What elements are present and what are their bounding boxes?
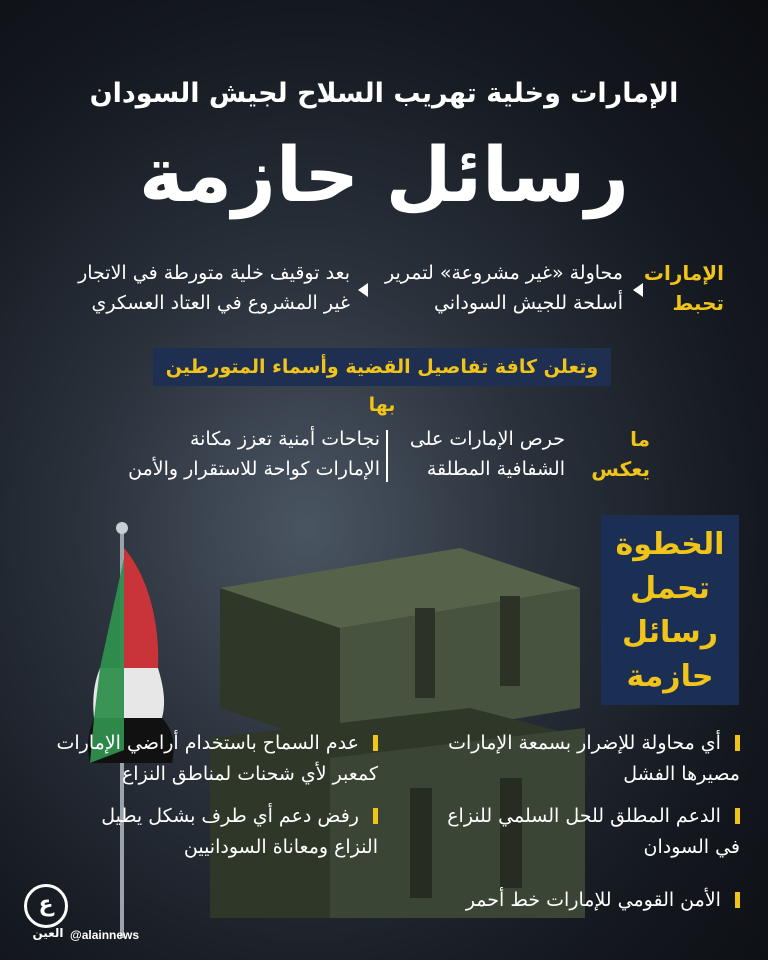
- arrow-left-icon: [633, 283, 643, 297]
- section1-text1-line1: محاولة «غير مشروعة» لتمرير: [385, 262, 623, 284]
- section1-text1: [363, 258, 623, 318]
- bullet-left-2: [18, 801, 378, 863]
- section2-tag-line1: ما: [630, 427, 650, 451]
- section2-text2-line1: نجاحات أمنية تعزز مكانة: [189, 428, 380, 450]
- bullet-right-1-line1: أي محاولة للإضرار بسمعة الإمارات: [448, 732, 721, 754]
- bullet-right-1: [390, 728, 740, 790]
- section1-tag-line2: تحبط: [672, 291, 724, 315]
- bullet-left-1-line2: كمعبر لأي شحنات لمناطق النزاع: [121, 763, 378, 785]
- step-box-line3: رسائل: [621, 615, 719, 650]
- bullet-right-3: [390, 885, 740, 916]
- section2-text2: [60, 424, 380, 484]
- section2-tag-line2: يعكس: [591, 457, 650, 481]
- section2-text2-line2: الإمارات كواحة للاستقرار والأمن: [128, 458, 380, 480]
- banner-text: وتعلن كافة تفاصيل القضية وأسماء المتورطين بها: [165, 356, 599, 416]
- bullet-left-2-line1: رفض دعم أي طرف بشكل يطيل: [101, 805, 359, 827]
- subtitle: الإمارات وخلية تهريب السلاح لجيش السودان: [89, 78, 679, 109]
- section1-text1-line2: أسلحة للجيش السوداني: [433, 292, 623, 314]
- logo-glyph: ع: [38, 892, 54, 917]
- alain-logo: [24, 884, 68, 928]
- social-handle: @alainnews: [70, 928, 140, 942]
- section2-text1: [385, 424, 565, 484]
- section2-text1-line2: الشفافية المطلقة: [426, 458, 565, 480]
- bullet-right-2-line1: الدعم المطلق للحل السلمي للنزاع: [447, 805, 721, 827]
- bullet-left-1-line1: عدم السماح باستخدام أراضي الإمارات: [56, 732, 359, 754]
- bullet-left-2-line2: النزاع ومعاناة السودانيين: [183, 836, 378, 858]
- section2-text1-line1: حرص الإمارات على: [409, 428, 565, 450]
- bullet-right-2: [390, 801, 740, 863]
- section1-text2-line2: غير المشروع في العتاد العسكري: [91, 292, 350, 314]
- bullet-right-2-line2: في السودان: [643, 836, 740, 858]
- step-box-line4: حازمة: [626, 659, 714, 694]
- bullet-left-1: [18, 728, 378, 790]
- banner: [153, 348, 611, 416]
- section1-text2-line1: بعد توقيف خلية متورطة في الاتجار: [78, 262, 350, 284]
- logo-text: العين: [32, 926, 64, 940]
- step-box: [601, 515, 739, 705]
- section2-tag: [580, 424, 650, 484]
- divider: [386, 430, 388, 482]
- bullet-right-1-line2: مصيرها الفشل: [623, 763, 740, 785]
- section1-tag-line1: الإمارات: [643, 261, 724, 285]
- step-box-line2: تحمل: [630, 571, 710, 606]
- bullet-right-3-line1: الأمن القومي للإمارات خط أحمر: [465, 889, 721, 911]
- arrow-left-icon: [358, 283, 368, 297]
- page-title: رسائل حازمة: [138, 130, 630, 219]
- section1-text2: [30, 258, 350, 318]
- step-box-line1: الخطوة: [615, 527, 725, 562]
